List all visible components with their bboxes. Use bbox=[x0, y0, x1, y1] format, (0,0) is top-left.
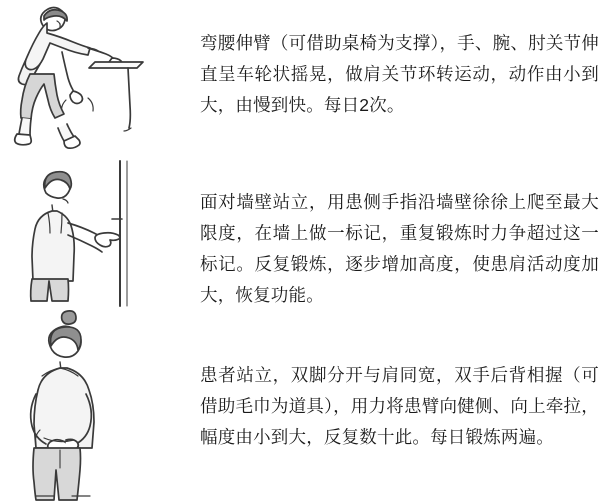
exercise-3-text-column bbox=[200, 310, 607, 470]
exercise-1-illustration bbox=[0, 0, 200, 155]
exercise-1-text: 弯腰伸臂（可借助桌椅为支撑），手、腕、肘关节伸直呈车轮状摇晃，做肩关节环转运动，动作由小到大，由慢到快。每日2次。 bbox=[200, 32, 599, 115]
person-bending-over-table-arm-swing-icon bbox=[0, 0, 200, 155]
exercise-3-illustration bbox=[0, 310, 200, 504]
exercise-2-illustration bbox=[0, 155, 200, 310]
exercise-row-2 bbox=[0, 155, 607, 310]
exercise-row-3 bbox=[0, 310, 607, 504]
exercise-2-text-column bbox=[200, 155, 607, 328]
exercise-3-text: 患者站立，双脚分开与肩同宽，双手后背相握（可借助毛巾为道具），用力将患臂向健侧、向上牵拉，幅度由小到大，反复数十此。每日锻炼两遍。 bbox=[200, 364, 599, 447]
exercise-1-text-column bbox=[200, 0, 607, 138]
person-standing-hands-behind-back-icon bbox=[0, 310, 200, 504]
person-facing-wall-finger-climbing-icon bbox=[0, 155, 200, 310]
exercise-row-1 bbox=[0, 0, 607, 155]
exercise-2-text: 面对墙壁站立，用患侧手指沿墙壁徐徐上爬至最大限度，在墙上做一标记，重复锻炼时力争超过这一标记。反复锻炼，逐步增加高度，使患肩活动度加大，恢复功能。 bbox=[200, 191, 599, 305]
